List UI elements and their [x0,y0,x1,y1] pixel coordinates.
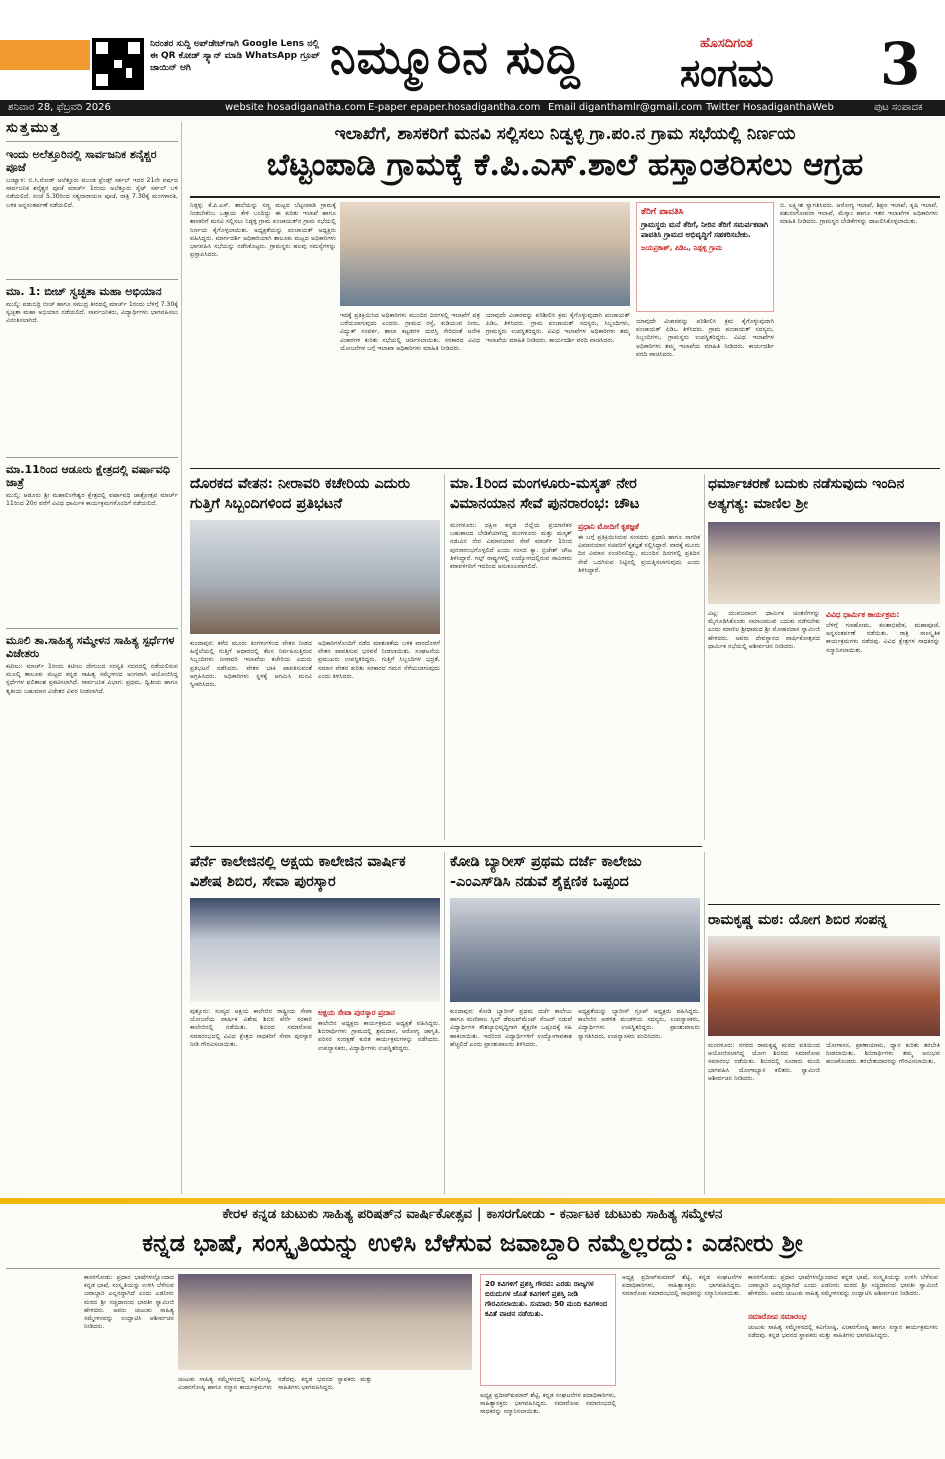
page-number: 3 [880,30,921,98]
yoga-body-2: ಯೋಗಾಸನ, ಪ್ರಾಣಾಯಾಮ, ಧ್ಯಾನ ಕುರಿತು ತರಬೇತಿ ನೀಡಲಾಯಿತು. ಶಿಬಿರಾರ್ಥಿಗಳು ತಮ್ಮ ಅನುಭವ ಹಂಚಿಕೊಂಡರು. ತರಬೇತುದಾರರನ್ನು ಗೌರವಿಸಲಾಯಿತು. [826,1042,940,1066]
sidebar [6,122,178,1194]
dharma-headline: ಧರ್ಮಾಚರಣೆ ಬದುಕು ನಡೆಸುವುದು ಇಂದಿನ ಅತ್ಯಗತ್ಯ: ಮಾಣಿಲ ಶ್ರೀ [708,476,905,512]
section-title: ನಿಮ್ಮೂರಿನ ಸುದ್ದಿ [330,30,581,84]
email-link[interactable]: Email diganthamlr@gmail.com [548,102,703,113]
sidebar-body-2: ಮುಲ್ಕಿ: ಪಡುಬಿದ್ರಿ ಬೀಚ್ ಹಾಗೂ ಸಮುದ್ರ ತೀರದಲ್ಲಿ ಮಾರ್ಚ್ 1ರಂದು ಬೆಳಿಗ್ಗೆ 7.30ಕ್ಕೆ ಸ್ವಚ್ಛತಾ ಮಹಾ ಅಭಿಯಾನ ನಡೆಯಲಿದೆ. ಸಾರ್ವಜನಿಕರು, ವಿದ್ಯಾರ್ಥಿಗಳು ಭಾಗವಹಿಸಲು ವಿನಂತಿಸಲಾಗಿದೆ. [6,301,178,325]
bottom-yellow-bar [0,1198,945,1204]
kerala-kicker: ಕೇರಳ ಕನ್ನಡ ಚುಟುಕು ಸಾಹಿತ್ಯ ಪರಿಷತ್‌ನ ವಾರ್ಷಿಕೋತ್ಸವ | ಕಾಸರಗೋಡು - ಕರ್ನಾಟಕ ಚುಟುಕು ಸಾಹಿತ್ಯ ಸಮ್ಮೇಳನ [222,1206,723,1222]
sidebar-heading-1: ಇಂದು ಅಲೆತ್ತೂರಿನಲ್ಲಿ ಸಾರ್ವಜನಿಕ ಶನೈಶ್ಚರ ಪೂಜೆ [6,148,157,174]
sidebar-body-3: ಮುಲ್ಕಿ: ಆಡೂರು ಶ್ರೀ ಮಹಾಲಿಂಗೇಶ್ವರ ಕ್ಷೇತ್ರದಲ್ಲಿ ವರ್ಷಾವಧಿ ಜಾತ್ರೋತ್ಸವ ಮಾರ್ಚ್ 11ರಿಂದ 20ರ ವರೆಗೆ ವಿವಿಧ ಧಾರ್ಮಿಕ ಕಾರ್ಯಕ್ರಮಗಳೊಂದಿಗೆ ನಡೆಯಲಿದೆ. [6,492,178,508]
college-subhead: ಅಕ್ಷಯ ಸೇವಾ ಪುರಸ್ಕಾರ ಪ್ರದಾನ [318,1008,395,1017]
protest-headline: ದೊರಕದ ವೇತನ: ನೀರಾವರಿ ಕಚೇರಿಯ ಎದುರು ಗುತ್ತಿಗೆ ಸಿಬ್ಬಂದಿಗಳಿಂದ ಪ್ರತಿಭಟನೆ [190,475,411,512]
yoga-headline: ರಾಮಕೃಷ್ಣ ಮಠ: ಯೋಗ ಶಿಬಿರ ಸಂಪನ್ನ [708,912,888,928]
callout-title: ತೆರಿಗೆ ಪಾವತಿಸಿ [641,207,684,217]
kerala-callout-text: 20 ಕವಿಗಳಿಗೆ ಪ್ರಶಸ್ತಿ ಗೌರವ: ಎರಡು ರಾಜ್ಯಗಳ ಬಿರುದುಗಳ ಜೊತೆ ಕವಿಗಳಿಗೆ ಪ್ರಶಸ್ತಿ ನೀಡಿ ಗೌರವಿಸಲಾಯಿತು. ಸುಮಾರು 50 ಮಂದಿ ಕವಿಗಳಿಂದ ಕವಿತೆ ವಾಚನ ನಡೆಯಿತು. [485,1279,608,1318]
callout-author: ಜಯಪ್ರಕಾಶ್, ಪಿಡಿಒ, ನಿಡ್ಪಳ್ಳಿ ಗ್ರಾಮ [641,244,723,252]
dharma-body: ವಿಟ್ಲ: ಯುವಜನಾಂಗ ಧಾರ್ಮಿಕ ಚಿಂತನೆಗಳನ್ನು ಮೈಗೂಡಿಸಿಕೊಂಡು ಸಮಾಜಮುಖಿ ಬದುಕು ನಡೆಸಬೇಕು ಎಂದು ಮಾಣಿಲ ಶ್ರೀಧಾಮದ ಶ್ರೀ ಮೋಹನದಾಸ ಸ್ವಾಮೀಜಿ ಹೇಳಿದರು. ಅವರು ದೇವಸ್ಥಾನದ ವಾರ್ಷಿಕೋತ್ಸವದ ಧಾರ್ಮಿಕ ಸಭೆಯಲ್ಲಿ ಆಶೀರ್ವಚನ ನೀಡಿದರು. [708,610,820,650]
sidebar-heading-4: ಮೂಲಿ ತಾ.ಸಾಹಿತ್ಯ ಸಮ್ಮೇಳನ ಸಾಹಿತ್ಯ ಸ್ಪರ್ಧೆಗಳ ವಿಜೇತರು [6,634,175,660]
qr-promo-text: ನಿರಂತರ ಸುದ್ದಿ ಅಪ್‌ಡೇಟ್‌ಗಾಗಿ Google Lens ನಲ್ಲಿ ಈ QR ಕೋಡ್ ಸ್ಕ್ಯಾನ್ ಮಾಡಿ WhatsApp ಗ್ರೂಪ್ ಜಾಯಿನ್ ಆಗಿ [150,39,320,73]
kerala-body-3: ಅಧ್ಯಕ್ಷ ಪ್ರದೀಪ್‌ಕುಮಾರ್ ಶೆಟ್ಟಿ, ಕನ್ನಡ ಸಂಘಟನೆಗಳ ಪದಾಧಿಕಾರಿಗಳು, ಸಾಹಿತ್ಯಾಸಕ್ತರು ಭಾಗವಹಿಸಿದ್ದರು. ಸಮಾರೋಪ ಸಮಾರಂಭದಲ್ಲಿ ಸಾಧಕರನ್ನು ಸನ್ಮಾನಿಸಲಾಯಿತು. [622,1274,742,1298]
protest-body: ಕುಂದಾಪುರ: ಕಳೆದ ಮೂರು ತಿಂಗಳುಗಳಿಂದ ವೇತನ ನೀಡದ ಹಿನ್ನೆಲೆಯಲ್ಲಿ ಗುತ್ತಿಗೆ ಆಧಾರದಲ್ಲಿ ಕೆಲಸ ನಿರ್ವಹಿಸುತ್ತಿರುವ ಸಿಬ್ಬಂದಿಗಳು ನೀರಾವರಿ ಇಲಾಖೆಯ ಕಚೇರಿಯ ಎದುರು ಪ್ರತಿಭಟನೆ ನಡೆಸಿದರು. ವೇತನ ಬಾಕಿ ಪಾವತಿಸುವಂತೆ ಆಗ್ರಹಿಸಿದರು. ಅಧಿಕಾರಿಗಳು ಸ್ಥಳಕ್ಕೆ ಆಗಮಿಸಿ ಮನವಿ ಸ್ವೀಕರಿಸಿದರು. [190,640,312,689]
twitter-link[interactable]: Twitter HosadiganthaWeb [706,102,834,113]
kerala-body: ಕಾಸರಗೋಡು: ಪ್ರಧಾನ ಭಾಷೆಗಳಲ್ಲೊಂದಾದ ಕನ್ನಡ ಭಾಷೆ, ಸಂಸ್ಕೃತಿಯನ್ನು ಉಳಿಸಿ ಬೆಳೆಸುವ ಜವಾಬ್ದಾರಿ ಎಲ್ಲರದ್ದಾಗಿದೆ ಎಂದು ಎಡನೀರು ಮಠದ ಶ್ರೀ ಸಚ್ಚಿದಾನಂದ ಭಾರತೀ ಸ್ವಾಮೀಜಿ ಹೇಳಿದರು. ಅವರು ಚುಟುಕು ಸಾಹಿತ್ಯ ಸಮ್ಮೇಳನವನ್ನು ಉದ್ಘಾಟಿಸಿ ಆಶೀರ್ವಚನ ನೀಡಿದರು. [84,1274,174,1331]
brand-name: ಸಂಗಮ [680,50,774,95]
lead-callout [636,202,774,312]
dharma-body-2: ಬೆಳಿಗ್ಗೆ ಗಣಹೋಮ, ಕಲಶಾಭಿಷೇಕ, ಮಹಾಪೂಜೆ, ಅನ್ನಸಂತರ್ಪಣೆ ನಡೆಯಿತು. ರಾತ್ರಿ ಸಾಂಸ್ಕೃತಿಕ ಕಾರ್ಯಕ್ರಮಗಳು ನಡೆದವು. ವಿವಿಧ ಕ್ಷೇತ್ರಗಳ ಸಾಧಕರನ್ನು ಸನ್ಮಾನಿಸಲಾಯಿತು. [826,622,940,654]
orange-band [0,40,90,70]
lead-photo [340,202,630,306]
kerala-body-4: ಕಾಸರಗೋಡು: ಪ್ರಧಾನ ಭಾಷೆಗಳಲ್ಲೊಂದಾದ ಕನ್ನಡ ಭಾಷೆ, ಸಂಸ್ಕೃತಿಯನ್ನು ಉಳಿಸಿ ಬೆಳೆಸುವ ಜವಾಬ್ದಾರಿ ಎಲ್ಲರದ್ದಾಗಿದೆ ಎಂದು ಎಡನೀರು ಮಠದ ಶ್ರೀ ಸಚ್ಚಿದಾನಂದ ಭಾರತೀ ಸ್ವಾಮೀಜಿ ಹೇಳಿದರು. ಅವರು ಚುಟುಕು ಸಾಹಿತ್ಯ ಸಮ್ಮೇಳನವನ್ನು ಉದ್ಘಾಟಿಸಿ ಆಶೀರ್ವಚನ ನೀಡಿದರು. [748,1274,938,1298]
college-photo [190,898,440,1002]
lead-headline: ಬೆಟ್ಟಂಪಾಡಿ ಗ್ರಾಮಕ್ಕೆ ಕೆ.ಪಿ.ಎಸ್.ಶಾಲೆ ಹಸ್ತಾಂತರಿಸಲು ಆಗ್ರಹ [266,147,864,183]
lead-body-left: ನಿಡ್ಪಳ್ಳಿ: ಕೆ.ಪಿ.ಎಸ್. ಶಾಲೆಯನ್ನು ಸಣ್ಣ ಮಟ್ಟದ ಬೆಟ್ಟಂಪಾಡಿ ಗ್ರಾಮಕ್ಕೆ ನೀಡಬೇಕೆಂಬ ಒತ್ತಾಯ ಕೇಳಿ ಬಂದಿದ್ದು ಈ ಕುರಿತು ಇಲಾಖೆ ಹಾಗೂ ಶಾಸಕರಿಗೆ ಮನವಿ ಸಲ್ಲಿಸಲು ನಿಡ್ಪಳ್ಳಿ ಗ್ರಾಮ ಪಂಚಾಯತ್‌ನ ಗ್ರಾಮ ಸಭೆಯಲ್ಲಿ ನಿರ್ಣಯ ಕೈಗೊಳ್ಳಲಾಯಿತು. ಅಧ್ಯಕ್ಷತೆಯನ್ನು ಪಂಚಾಯತ್ ಅಧ್ಯಕ್ಷರು ವಹಿಸಿದ್ದರು. ಮಾರ್ಗದರ್ಶಿ ಅಧಿಕಾರಿಯಾಗಿ ತಾಲೂಕು ಮಟ್ಟದ ಅಧಿಕಾರಿಗಳು ಭಾಗವಹಿಸಿ ಸಭೆಯನ್ನು ನಡೆಸಿಕೊಟ್ಟರು. ಗ್ರಾಮಸ್ಥರು ಹಲವು ಸಮಸ್ಯೆಗಳನ್ನು ಪ್ರಸ್ತಾಪಿಸಿದರು. [190,202,336,259]
lead-body-mid: ಇದಕ್ಕೆ ಪ್ರತಿಕ್ರಿಯಿಸಿದ ಅಧಿಕಾರಿಗಳು ಮುಂದಿನ ದಿನಗಳಲ್ಲಿ ಇಲಾಖೆಗೆ ಪತ್ರ ಬರೆಯಲಾಗುವುದು ಎಂದರು. ಗ್ರಾಮದ ರಸ್ತೆ, ಕುಡಿಯುವ ನೀರು, ವಿದ್ಯುತ್ ಸಂಪರ್ಕ, ಶಾಲಾ ಕಟ್ಟಡಗಳ ದುರಸ್ತಿ ಸೇರಿದಂತೆ ಅನೇಕ ವಿಚಾರಗಳ ಕುರಿತು ಸಭೆಯಲ್ಲಿ ಚರ್ಚಿಸಲಾಯಿತು. ಸರಕಾರದ ವಿವಿಧ ಯೋಜನೆಗಳ ಬಗ್ಗೆ ಇಲಾಖಾ ಅಧಿಕಾರಿಗಳು ಮಾಹಿತಿ ನೀಡಿದರು. [340,312,480,352]
kerala-photo [178,1274,472,1370]
sidebar-heading-3: ಮಾ.11ರಿಂದ ಆಡೂರು ಕ್ಷೇತ್ರದಲ್ಲಿ ವರ್ಷಾವಧಿ ಜಾತ್ರೆ [6,463,170,489]
mou-body: ಕುಂದಾಪುರ: ಕೋಡಿ ಬ್ಯಾರೀಸ್ ಪ್ರಥಮ ದರ್ಜೆ ಕಾಲೇಜು ಹಾಗೂ ಮಣಿಪಾಲ ಸ್ಕಿಲ್ ಡೆವಲಪ್‌ಮೆಂಟ್ ಸೆಂಟರ್ ನಡುವೆ ವಿದ್ಯಾರ್ಥಿಗಳ ಕೌಶಲ್ಯಾಭಿವೃದ್ಧಿಗಾಗಿ ಶೈಕ್ಷಣಿಕ ಒಪ್ಪಂದಕ್ಕೆ ಸಹಿ ಹಾಕಲಾಯಿತು. ಇದರಿಂದ ವಿದ್ಯಾರ್ಥಿಗಳಿಗೆ ಉದ್ಯೋಗಾವಕಾಶ ಹೆಚ್ಚಲಿದೆ ಎಂದು ಪ್ರಾಂಶುಪಾಲರು ತಿಳಿಸಿದರು. [450,1008,572,1048]
sidebar-body-1: ಬಂಟ್ವಾಳ: ಬಿ.ಸಿ.ರೋಡ್ ಅಲೆತ್ತೂರು ಮುಂಡ ಫ್ರೆಂಡ್ಸ್ ಸರ್ಕಲ್ ಇದರ 21ನೇ ವರ್ಷದ ಸಾರ್ವಜನಿಕ ಶನೈಶ್ಚರ ಪೂಜೆ ಮಾರ್ಚ್ 1ರಂದು ಅಲೆತ್ತೂರು ಸೈಟ್ ಸರ್ಕಲ್ ಬಳಿ ನಡೆಯಲಿದೆ. ಸಂಜೆ 5.30ರಿಂದ ಸತ್ಯನಾರಾಯಣ ಪೂಜೆ, ರಾತ್ರಿ 7.30ಕ್ಕೆ ಮಂಗಳಾರತಿ, ಬಳಿಕ ಅನ್ನಸಂತರ್ಪಣೆ ನಡೆಯಲಿದೆ. [6,177,178,209]
airport-body: ಮಂಗಳೂರು: ದಕ್ಷಿಣ ಕನ್ನಡ ಜಿಲ್ಲೆಯ ಪ್ರಯಾಣಿಕರ ಬಹುಕಾಲದ ಬೇಡಿಕೆಯಾಗಿದ್ದ ಮಂಗಳೂರು ಮತ್ತು ಮಸ್ಕತ್ ನಡುವಿನ ನೇರ ವಿಮಾನಯಾನ ಸೇವೆ ಮಾರ್ಚ್ 1ರಿಂದ ಪುನರಾರಂಭಗೊಳ್ಳಲಿದೆ ಎಂದು ಸಂಸದ ಕ್ಯಾ. ಬ್ರಿಜೇಶ್ ಚೌಟ ತಿಳಿಸಿದ್ದಾರೆ. ಗಲ್ಫ್ ರಾಷ್ಟ್ರಗಳಲ್ಲಿ ಉದ್ಯೋಗದಲ್ಲಿರುವ ಸಾವಿರಾರು ಕರಾವಳಿಗರಿಗೆ ಇದರಿಂದ ಅನುಕೂಲವಾಗಲಿದೆ. [450,522,572,571]
airport-headline: ಮಾ.1ರಿಂದ ಮಂಗಳೂರು-ಮಸ್ಕತ್ ನೇರ ವಿಮಾನಯಾನ ಸೇವೆ ಪುನರಾರಂಭ: ಚೌಟ [450,475,640,512]
epaper-link[interactable]: E-paper epaper.hosadigantha.com [368,102,541,113]
sidebar-heading-2: ಮಾ. 1: ಬೀಚ್ ಸ್ವಚ್ಛತಾ ಮಹಾ ಅಭಿಯಾನ [6,285,162,298]
kerala-body-2: ಚುಟುಕು ಸಾಹಿತ್ಯ ಸಮ್ಮೇಳನದಲ್ಲಿ ಕವಿಗೋಷ್ಠಿ, ವಿಚಾರಗೋಷ್ಠಿ ಹಾಗೂ ಸನ್ಮಾನ ಕಾರ್ಯಕ್ರಮಗಳು ನಡೆದವು. ಕನ್ನಡ ಭವನದ ಸ್ಥಾಪಕರು ಮತ್ತು ಸಾಹಿತಿಗಳು ಭಾಗವಹಿಸಿದ್ದರು. [178,1376,372,1392]
issue-date: ಶನಿವಾರ 28, ಫೆಬ್ರವರಿ 2026 [8,102,111,113]
kerala-callout [480,1274,616,1386]
airport-body-2: ಈ ಬಗ್ಗೆ ಪ್ರತಿಕ್ರಿಯಿಸಿರುವ ಸಂಸದರು ಪ್ರಧಾನಿ ಹಾಗೂ ನಾಗರಿಕ ವಿಮಾನಯಾನ ಸಚಿವರಿಗೆ ಕೃತಜ್ಞತೆ ಸಲ್ಲಿಸಿದ್ದಾರೆ. ವಾರಕ್ಕೆ ಮೂರು ದಿನ ವಿಮಾನ ಸಂಚರಿಸಲಿದ್ದು, ಮುಂದಿನ ದಿನಗಳಲ್ಲಿ ಪ್ರತಿದಿನ ಸೇವೆ ಒದಗಿಸುವ ನಿಟ್ಟಿನಲ್ಲಿ ಪ್ರಯತ್ನಿಸಲಾಗುವುದು ಎಂದು ತಿಳಿಸಿದ್ದಾರೆ. [578,534,700,574]
website-link[interactable]: website hosadiganatha.com [225,102,366,113]
mou-body-2: ಅಧ್ಯಕ್ಷತೆಯನ್ನು ಬ್ಯಾರೀಸ್ ಗ್ರೂಪ್ ಅಧ್ಯಕ್ಷರು ವಹಿಸಿದ್ದರು. ಕಾಲೇಜಿನ ಆಡಳಿತ ಮಂಡಳಿಯ ಸದಸ್ಯರು, ಉಪನ್ಯಾಸಕರು, ವಿದ್ಯಾರ್ಥಿಗಳು ಉಪಸ್ಥಿತರಿದ್ದರು. ಪ್ರಾಂಶುಪಾಲರು ಸ್ವಾಗತಿಸಿದರು, ಉಪನ್ಯಾಸಕರು ವಂದಿಸಿದರು. [578,1008,700,1040]
lead-body-more: ಯಾವುದೇ ವಿಚಾರವನ್ನು ಪರಿಶೀಲಿಸಿ ಕ್ರಮ ಕೈಗೊಳ್ಳುವುದಾಗಿ ಪಂಚಾಯತ್ ಪಿಡಿಒ ತಿಳಿಸಿದರು. ಗ್ರಾಮ ಪಂಚಾಯತ್ ಸದಸ್ಯರು, ಸಿಬ್ಬಂದಿಗಳು, ಗ್ರಾಮಸ್ಥರು ಉಪಸ್ಥಿತರಿದ್ದರು. ವಿವಿಧ ಇಲಾಖೆಗಳ ಅಧಿಕಾರಿಗಳು ತಮ್ಮ ಇಲಾಖೆಯ ಮಾಹಿತಿ ನೀಡಿದರು. ಕಾರ್ಯದರ್ಶಿ ವರದಿ ವಾಚಿಸಿದರು. [636,318,774,358]
protest-photo [190,520,440,634]
callout-body: ಗ್ರಾಮಸ್ಥರು ಮನೆ ತೆರಿಗೆ, ನೀರಿನ ತೆರಿಗೆ ಸಮರ್ಪಕವಾಗಿ ಪಾವತಿಸಿ ಗ್ರಾಮದ ಅಭಿವೃದ್ಧಿಗೆ ಸಹಕರಿಸಬೇಕು. [641,220,769,239]
college-body-2: ಕಾಲೇಜಿನ ಅಧ್ಯಕ್ಷರು ಕಾರ್ಯಕ್ರಮದ ಅಧ್ಯಕ್ಷತೆ ವಹಿಸಿದ್ದರು. ಶಿಬಿರಾರ್ಥಿಗಳು ಗ್ರಾಮದಲ್ಲಿ ಶ್ರಮದಾನ, ಆರೋಗ್ಯ ಜಾಗೃತಿ, ಪರಿಸರ ಸಂರಕ್ಷಣೆ ಕುರಿತ ಕಾರ್ಯಕ್ರಮಗಳನ್ನು ನಡೆಸಿದರು. ಉಪನ್ಯಾಸಕರು, ವಿದ್ಯಾರ್ಥಿಗಳು ಉಪಸ್ಥಿತರಿದ್ದರು. [318,1020,440,1052]
mou-headline: ಕೋಡಿ ಬ್ಯಾರೀಸ್ ಪ್ರಥಮ ದರ್ಜೆ ಕಾಲೇಜು -ಎಂಎಸ್‌ಡಿಸಿ ನಡುವೆ ಶೈಕ್ಷಣಿಕ ಒಪ್ಪಂದ [450,853,642,890]
kerala-headline: ಕನ್ನಡ ಭಾಷೆ, ಸಂಸ್ಕೃತಿಯನ್ನು ಉಳಿಸಿ ಬೆಳೆಸುವ ಜವಾಬ್ದಾರಿ ನಮ್ಮೆಲ್ಲರದ್ದು: ಎಡನೀರು ಶ್ರೀ [142,1228,803,1257]
yoga-photo [708,936,940,1036]
kerala-subhead: ಸಮಾರೋಪ ಸಮಾರಂಭ [748,1312,807,1321]
college-body: ಪುತ್ತೂರು: ಸಂಪ್ಯದ ಅಕ್ಷಯ ಕಾಲೇಜಿನ ರಾಷ್ಟ್ರೀಯ ಸೇವಾ ಯೋಜನೆಯ ವಾರ್ಷಿಕ ವಿಶೇಷ ಶಿಬಿರ ಪೆರ್ನೆ ಸರಕಾರಿ ಕಾಲೇಜಿನಲ್ಲಿ ನಡೆಯಿತು. ಶಿಬಿರದ ಸಮಾರೋಪ ಸಮಾರಂಭದಲ್ಲಿ ವಿವಿಧ ಕ್ಷೇತ್ರದ ಸಾಧಕರಿಗೆ ಸೇವಾ ಪುರಸ್ಕಾರ ನೀಡಿ ಗೌರವಿಸಲಾಯಿತು. [190,1008,312,1048]
airport-subhead: ಪ್ರಧಾನಿ ಮೋದಿಗೆ ಕೃತಜ್ಞತೆ [578,522,639,531]
info-bar [0,100,945,116]
protest-body-2: ಅಧಿಕಾರಿಗಳೊಂದಿಗೆ ನಡೆದ ಮಾತುಕತೆಯ ಬಳಿಕ ವಾರದೊಳಗೆ ವೇತನ ಪಾವತಿಸುವ ಭರವಸೆ ನೀಡಲಾಯಿತು. ಸಂಘಟನೆಯ ಪ್ರಮುಖರು ಉಪಸ್ಥಿತರಿದ್ದರು. ಗುತ್ತಿಗೆ ಸಿಬ್ಬಂದಿಗಳ ಭದ್ರತೆ, ಸಮಾನ ವೇತನ ಕುರಿತು ಸರಕಾರದ ಗಮನ ಸೆಳೆಯಲಾಗುವುದು ಎಂದು ತಿಳಿಸಿದರು. [318,640,440,680]
lead-body-far: ಬಿ. ಲಕ್ಷ್ಮೀಶ ಸ್ವಾಗತಿಸಿದರು. ಆರೋಗ್ಯ ಇಲಾಖೆ, ಶಿಕ್ಷಣ ಇಲಾಖೆ, ಕೃಷಿ ಇಲಾಖೆ, ಪಶುಸಂಗೋಪನಾ ಇಲಾಖೆ, ಮೆಸ್ಕಾಂ ಹಾಗೂ ಇತರ ಇಲಾಖೆಗಳ ಅಧಿಕಾರಿಗಳು ಮಾಹಿತಿ ನೀಡಿದರು. ಗ್ರಾಮಸ್ಥರ ಬೇಡಿಕೆಗಳನ್ನು ದಾಖಲಿಸಿಕೊಳ್ಳಲಾಯಿತು. [780,202,938,226]
kerala-body-3a: ಅಧ್ಯಕ್ಷ ಪ್ರದೀಪ್‌ಕುಮಾರ್ ಶೆಟ್ಟಿ, ಕನ್ನಡ ಸಂಘಟನೆಗಳ ಪದಾಧಿಕಾರಿಗಳು, ಸಾಹಿತ್ಯಾಸಕ್ತರು ಭಾಗವಹಿಸಿದ್ದರು. ಸಮಾರೋಪ ಸಮಾರಂಭದಲ್ಲಿ ಸಾಧಕರನ್ನು ಸನ್ಮಾನಿಸಲಾಯಿತು. [480,1392,616,1416]
lead-body-right: ಯಾವುದೇ ವಿಚಾರವನ್ನು ಪರಿಶೀಲಿಸಿ ಕ್ರಮ ಕೈಗೊಳ್ಳುವುದಾಗಿ ಪಂಚಾಯತ್ ಪಿಡಿಒ ತಿಳಿಸಿದರು. ಗ್ರಾಮ ಪಂಚಾಯತ್ ಸದಸ್ಯರು, ಸಿಬ್ಬಂದಿಗಳು, ಗ್ರಾಮಸ್ಥರು ಉಪಸ್ಥಿತರಿದ್ದರು. ವಿವಿಧ ಇಲಾಖೆಗಳ ಅಧಿಕಾರಿಗಳು ತಮ್ಮ ಇಲಾಖೆಯ ಮಾಹಿತಿ ನೀಡಿದರು. ಕಾರ್ಯದರ್ಶಿ ವರದಿ ವಾಚಿಸಿದರು. [486,312,630,344]
brand-small: ಹೊಸದಿಗಂತ [700,36,753,51]
lead-rule [190,196,940,198]
kerala-body-5: ಚುಟುಕು ಸಾಹಿತ್ಯ ಸಮ್ಮೇಳನದಲ್ಲಿ ಕವಿಗೋಷ್ಠಿ, ವಿಚಾರಗೋಷ್ಠಿ ಹಾಗೂ ಸನ್ಮಾನ ಕಾರ್ಯಕ್ರಮಗಳು ನಡೆದವು. ಕನ್ನಡ ಭವನದ ಸ್ಥಾಪಕರು ಮತ್ತು ಸಾಹಿತಿಗಳು ಭಾಗವಹಿಸಿದ್ದರು. [748,1324,938,1340]
college-headline: ಪೆರ್ನೆ ಕಾಲೇಜಿನಲ್ಲಿ ಅಕ್ಷಯ ಕಾಲೇಜಿನ ವಾರ್ಷಿಕ ವಿಶೇಷ ಶಿಬಿರ, ಸೇವಾ ಪುರಸ್ಕಾರ [190,853,406,890]
sidebar-body-4: ಕಟೀಲು: ಮಾರ್ಚ್ 1ರಂದು ಕಟೀಲು ದೇಗುಲದ ಸರಸ್ವತಿ ಸದನದಲ್ಲಿ ನಡೆಯಲಿರುವ ಮೂಲ್ಕಿ ತಾಲೂಕು ಮಟ್ಟದ ಕನ್ನಡ ಸಾಹಿತ್ಯ ಸಮ್ಮೇಳನದ ಅಂಗವಾಗಿ ಆಯೋಜಿಸಿದ್ದ ಸ್ಪರ್ಧೆಗಳ ಫಲಿತಾಂಶ ಪ್ರಕಟಿಸಲಾಗಿದೆ. ಸಾರ್ವಜನಿಕ ವಿಭಾಗ: ಪ್ರಥಮ, ದ್ವಿತೀಯ ಹಾಗೂ ತೃತೀಯ ಬಹುಮಾನ ವಿಜೇತರ ವಿವರ ನೀಡಲಾಗಿದೆ. [6,663,178,695]
sidebar-rule [181,122,182,1194]
dharma-photo [708,522,940,604]
lead-kicker: ಇಲಾಖೆಗೆ, ಶಾಸಕರಿಗೆ ಮನವಿ ಸಲ್ಲಿಸಲು ನಿಡ್ವಳ್ಳಿ ಗ್ರಾ.ಪಂ.ನ ಗ್ರಾಮ ಸಭೆಯಲ್ಲಿ ನಿರ್ಣಯ [334,124,796,144]
mou-photo [450,898,700,1002]
qr-code[interactable] [92,38,144,90]
sidebar-column-title: ಸುತ್ತಮುತ್ತ [6,120,61,136]
yoga-body: ಮಂಗಳೂರು: ನಗರದ ರಾಮಕೃಷ್ಣ ಮಠದ ವತಿಯಿಂದ ಆಯೋಜಿಸಲಾಗಿದ್ದ ಯೋಗ ಶಿಬಿರದ ಸಮಾರೋಪ ಸಮಾರಂಭ ನಡೆಯಿತು. ಶಿಬಿರದಲ್ಲಿ ನೂರಾರು ಮಂದಿ ಭಾಗವಹಿಸಿ ಯೋಗಾಭ್ಯಾಸ ಕಲಿತರು. ಸ್ವಾಮೀಜಿ ಆಶೀರ್ವಚನ ನೀಡಿದರು. [708,1042,820,1082]
dharma-subhead: ವಿವಿಧ ಧಾರ್ಮಿಕ ಕಾರ್ಯಕ್ರಮ: [826,610,900,619]
edition-label: ಪುಟ ಸಂಪಾದಕ [874,102,923,113]
